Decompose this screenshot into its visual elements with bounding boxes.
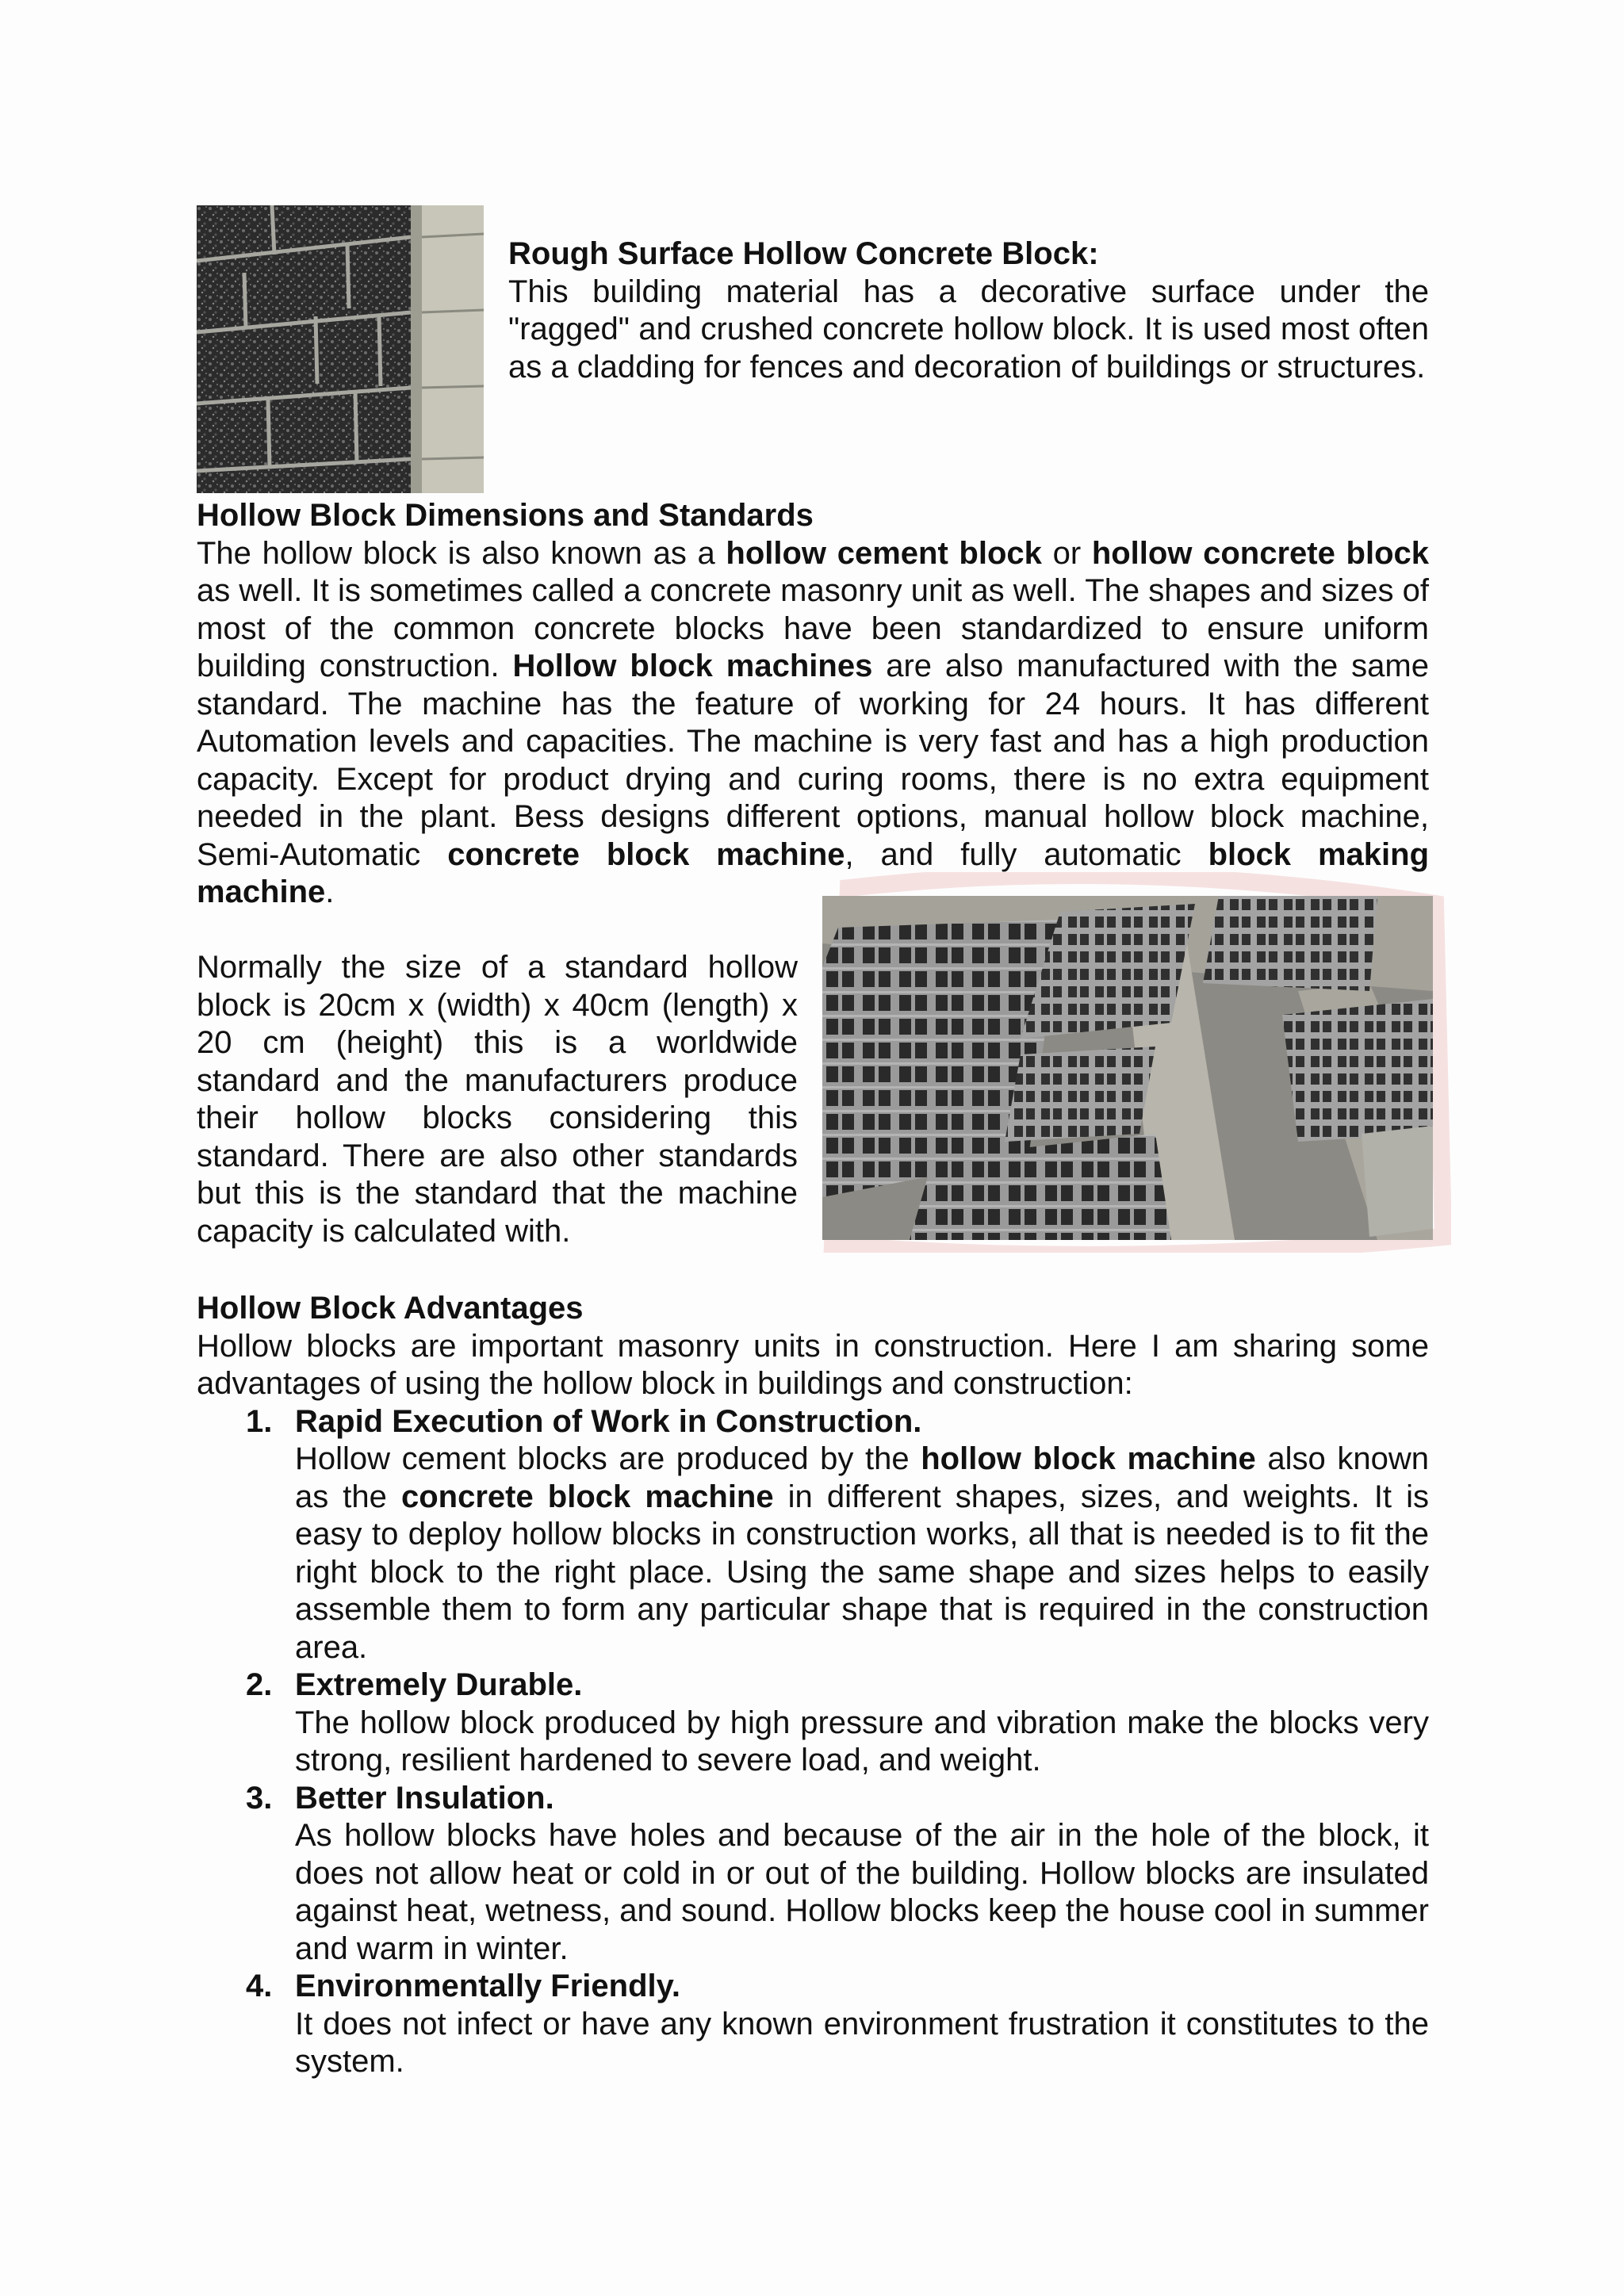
- advantages-section: [197, 1290, 1429, 2081]
- bold-term: concrete block machine: [400, 1479, 774, 1514]
- text-span: as well. It is sometimes called a concrete masonry unit as well. The shapes and sizes of most of the common concrete blocks have been standardized to ensure uniform building construction.: [197, 573, 1429, 683]
- list-item-title: Rapid Execution of Work in Construction.: [295, 1403, 922, 1439]
- bold-term: hollow concrete block: [1091, 535, 1429, 571]
- dimensions-section: [197, 497, 1429, 912]
- size-paragraph: Normally the size of a standard hollow block is 20cm x (width) x 40cm (length) x 20 cm (height) this is a worldwide standard and the manufacturers produce their hollow blocks considering this standard. There are also other standards but this is the standard that the machine capacity is calculated with.: [197, 950, 798, 1249]
- bold-term: concrete block machine: [447, 836, 845, 872]
- list-number: 1.: [246, 1403, 273, 1439]
- dimensions-paragraph: [197, 535, 1429, 912]
- list-number: 3.: [246, 1780, 273, 1816]
- list-item-title: Extremely Durable.: [295, 1667, 583, 1702]
- list-number: 4.: [246, 1969, 273, 2003]
- list-item: [197, 1968, 1429, 2081]
- text-span: Hollow cement blocks are produced by the: [295, 1441, 921, 1476]
- list-item: [197, 1780, 1429, 1969]
- text-span: .: [325, 874, 335, 909]
- rough-block-title: Rough Surface Hollow Concrete Block:: [508, 236, 1099, 271]
- text-span: , and fully automatic: [845, 836, 1208, 872]
- bold-term: Hollow block machines: [512, 649, 873, 683]
- bold-term: hollow cement block: [726, 535, 1042, 571]
- text-span: are also manufactured with the same standard. The machine has the feature of working for 24 hours. It has different Automation levels and capacities. The machine is very fast and has a high production capacity. Except for product drying and curing rooms, there is no extra equipment needed in the plant. Bess designs different options, manual hollow block machine, Semi-Automatic: [197, 649, 1429, 872]
- list-number: 2.: [246, 1667, 273, 1702]
- size-section: [197, 949, 798, 1250]
- hollow-blocks-yard-photo: [822, 896, 1433, 1240]
- list-item-body: It does not infect or have any known environment frustration it constitutes to the system.: [295, 2006, 1429, 2079]
- rough-block-section: [508, 235, 1429, 386]
- bold-term: hollow block machine: [921, 1441, 1256, 1476]
- text-span: The hollow block is also known as a: [197, 535, 715, 571]
- list-item-title: Better Insulation.: [295, 1780, 554, 1816]
- list-item-title: Environmentally Friendly.: [295, 1969, 681, 2003]
- advantages-intro: Hollow blocks are important masonry units in construction. Here I am sharing some advantages of using the hollow block in buildings and construction:: [197, 1328, 1429, 1401]
- bold-term: block making machine: [197, 836, 1429, 909]
- rough-block-wall-photo: [197, 205, 484, 493]
- text-span: in different shapes, sizes, and weights. It is easy to deploy hollow blocks in construction works, all that is needed is to fit the right block to the right place. Using the same shape and sizes helps to easily assemble them to form any particular shape that is required in the construction area.: [295, 1479, 1429, 1665]
- rough-block-description: This building material has a decorative surface under the "ragged" and crushed concrete hollow block. It is used most often as a cladding for fences and decoration of buildings or structures.: [508, 274, 1429, 385]
- list-item-body: [295, 1441, 1429, 1665]
- list-item-body: The hollow block produced by high pressure and vibration make the blocks very strong, resilient hardened to severe load, and weight.: [295, 1705, 1429, 1777]
- list-item: [197, 1403, 1429, 1667]
- advantages-heading: Hollow Block Advantages: [197, 1291, 584, 1326]
- text-span: also known as the: [295, 1441, 1430, 1514]
- list-item: [197, 1667, 1429, 1780]
- dimensions-heading: Hollow Block Dimensions and Standards: [197, 498, 814, 533]
- text-span: or: [1041, 535, 1092, 571]
- advantages-list: [197, 1403, 1429, 2081]
- list-item-body: As hollow blocks have holes and because of the air in the hole of the block, it does not allow heat or cold in or out of the building. Hollow blocks are insulated against heat, wetness, and sound. Hollow blocks keep the house cool in summer and warm in winter.: [295, 1818, 1429, 1966]
